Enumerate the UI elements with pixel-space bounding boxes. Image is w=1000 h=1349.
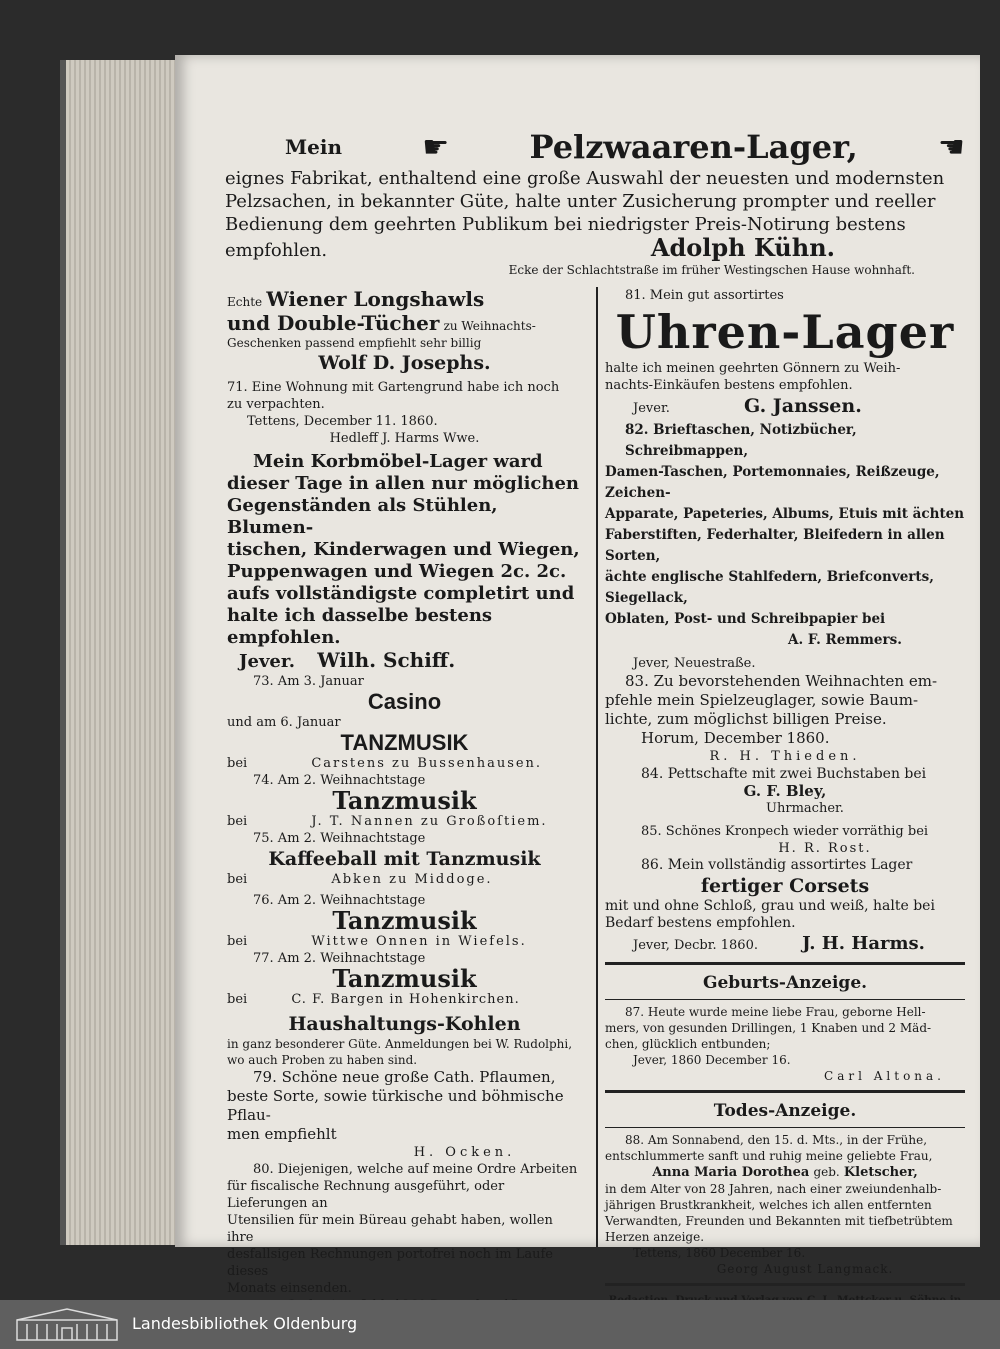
longshawls-signer: Wolf D. Josephs. xyxy=(318,352,491,374)
korb-line: halte ich dasselbe bestens empfohlen. xyxy=(227,605,493,648)
section-rule xyxy=(605,1090,965,1093)
ad88-text: Tettens, 1860 December 16. xyxy=(633,1246,806,1260)
ad82-place: Jever, Neuestraße. xyxy=(633,656,756,671)
ad84-role: Uhrmacher. xyxy=(766,801,844,816)
ad79-text: 79. Schöne neue große Cath. Pflaumen, xyxy=(253,1068,556,1086)
ad87-text: Jever, 1860 December 16. xyxy=(633,1053,791,1067)
ad80-text: Monats einsenden. xyxy=(227,1281,352,1296)
ad86-signer: J. H. Harms. xyxy=(802,933,925,954)
ad82-block xyxy=(605,420,965,651)
ad88-name: Anna Maria Dorothea xyxy=(652,1165,810,1180)
pelz-line: eignes Fabrikat, enthaltend eine große Auswahl der neuesten und modernsten xyxy=(225,168,945,189)
ad82-text: Damen-Taschen, Portemonnaies, Reißzeuge, Zeichen- xyxy=(605,464,940,501)
kaffeeball-title: Kaffeeball mit Tanzmusik xyxy=(268,848,541,870)
ad86-text: 86. Mein vollständig assortirtes Lager xyxy=(641,857,913,873)
ad83-text: pfehle mein Spielzeuglager, sowie Baum- xyxy=(605,691,919,709)
ad75-host: Abken zu Middoge. xyxy=(331,872,493,887)
ad85-text: 85. Schönes Kronpech wieder vorräthig bei xyxy=(641,824,929,839)
korb-place: Jever. xyxy=(239,651,295,672)
ad81-place: Jever. xyxy=(633,401,670,416)
kohlen-text: wo auch Proben zu haben sind. xyxy=(227,1053,418,1067)
ad79-text: beste Sorte, sowie türkische und böhmische Pflau- xyxy=(227,1087,564,1124)
bei-label: bei xyxy=(227,872,248,887)
ad86-text: Jever, Decbr. 1860. xyxy=(633,938,758,953)
ad88-text: jährigen Brustkrankheit, welches ich allen entfernten xyxy=(605,1198,932,1212)
ad81-text: halte ich meinen geehrten Gönnern zu Weih- xyxy=(605,361,901,376)
section-rule xyxy=(605,1127,965,1128)
ad74-host: J. T. Nannen zu Großoſtiem. xyxy=(311,814,548,829)
section-rule xyxy=(605,962,965,965)
korb-line: tischen, Kinderwagen und Wiegen, xyxy=(227,539,580,560)
ad86-text: mit und ohne Schloß, grau und weiß, halte bei xyxy=(605,898,935,914)
ad82-signer: A. F. Remmers. xyxy=(788,632,902,648)
korb-line: Puppenwagen und Wiegen 2c. 2c. xyxy=(227,561,567,582)
column-divider xyxy=(596,287,598,1247)
ad83-text: Horum, December 1860. xyxy=(641,729,830,747)
ad80-text: für fiscalische Rechnung ausgeführt, oder Lieferungen an xyxy=(227,1179,505,1211)
tanzmusik-title: Tanzmusik xyxy=(332,964,477,993)
ad82-text: ächte englische Stahlfedern, Briefconverts, Siegellack, xyxy=(605,569,934,606)
pelz-address: Ecke der Schlachtstraße im früher Westingschen Hause wohnhaft. xyxy=(508,263,915,277)
uhren-lager-title: Uhren-Lager xyxy=(615,305,955,359)
pelz-signer: Adolph Kühn. xyxy=(650,233,835,262)
viewer-footer xyxy=(0,1300,1000,1349)
ad77-text: 77. Am 2. Weihnachtstage xyxy=(253,951,426,966)
ad88-text: in dem Alter von 28 Jahren, nach einer zweiundenhalb- xyxy=(605,1182,942,1196)
ad88-text: Herzen anzeige. xyxy=(605,1230,705,1244)
death-title: Todes-Anzeige. xyxy=(713,1101,857,1121)
newspaper-page xyxy=(175,55,980,1296)
bei-label: bei xyxy=(227,756,248,771)
casino-title: Casino xyxy=(367,689,442,714)
ad74-text: 74. Am 2. Weihnachtstage xyxy=(253,773,426,788)
bei-label: bei xyxy=(227,992,248,1007)
book-page-edges xyxy=(60,60,186,1245)
ad71-text: 71. Eine Wohnung mit Gartengrund habe ich noch xyxy=(227,380,560,395)
left-column xyxy=(227,287,582,1348)
ad77-host: C. F. Bargen in Hohenkirchen. xyxy=(291,992,520,1007)
ad84-text: 84. Pettschafte mit zwei Buchstaben bei xyxy=(641,766,927,782)
right-column xyxy=(605,287,965,1324)
ad80-text: 80. Diejenigen, welche auf meine Ordre Arbeiten xyxy=(253,1162,578,1177)
ad81-signer: G. Janssen. xyxy=(744,395,862,417)
ad73-text: 73. Am 3. Januar xyxy=(253,674,364,689)
pointing-hand-icon: ☛ xyxy=(938,129,965,165)
double-tuecher-title: und Double-Tücher xyxy=(227,311,440,335)
ad83-signer: R. H. Thieden. xyxy=(709,749,861,764)
ad80-text: Utensilien für mein Büreau gehabt haben, wollen ihre xyxy=(227,1213,553,1245)
korbmoebel-ad xyxy=(227,451,582,673)
ad71-text: Tettens, December 11. 1860. xyxy=(247,414,438,429)
longshawls-text: Geschenken passend empfiehlt sehr billig xyxy=(227,336,482,350)
ad82-text: Faberstiften, Federhalter, Bleifedern in allen Sorten, xyxy=(605,527,945,564)
section-rule xyxy=(605,1283,965,1286)
tanzmusik-title: TANZMUSIK xyxy=(340,730,469,755)
ad85-signer: H. R. Rost. xyxy=(778,841,872,856)
bei-label: bei xyxy=(227,934,248,949)
ad88-text: 88. Am Sonnabend, den 15. d. Mts., in der Frühe, xyxy=(625,1133,928,1147)
ad83-text: 83. Zu bevorstehenden Weihnachten em- xyxy=(625,672,938,690)
tanzmusik-title: Tanzmusik xyxy=(332,906,477,935)
pelzwaaren-ad xyxy=(225,127,965,278)
ad71-text: zu verpachten. xyxy=(227,397,325,412)
ad79-signer: H. Ocken. xyxy=(413,1145,516,1160)
tanzmusik-title: Tanzmusik xyxy=(332,786,477,815)
korb-line: aufs vollständigste completirt und xyxy=(227,583,575,604)
ad81-text: nachts-Einkäufen bestens empfohlen. xyxy=(605,378,853,393)
corsets-title: fertiger Corsets xyxy=(700,875,870,897)
ad88-text: Verwandten, Freunden und Bekannten mit tiefbetrübtem xyxy=(605,1214,953,1228)
mein-label: Mein xyxy=(285,135,343,159)
ad80-text: desfallsigen Rechnungen portofrei noch im Laufe dieses xyxy=(227,1247,553,1279)
korb-signer: Wilh. Schiff. xyxy=(317,648,456,672)
pointing-hand-icon: ☛ xyxy=(422,129,450,165)
ad88-signer: Georg August Langmack. xyxy=(716,1262,894,1276)
pelz-line: Pelzsachen, in bekannter Güte, halte unter Zusicherung prompter und reeller xyxy=(225,191,936,212)
bei-label: bei xyxy=(227,814,248,829)
ad86-text: Bedarf bestens empfohlen. xyxy=(605,915,796,931)
longshawls-echte: Echte xyxy=(227,295,263,309)
library-building-icon xyxy=(12,1306,122,1342)
pelzwaaren-title: Pelzwaaren-Lager, xyxy=(529,128,858,166)
korb-line: Gegenständen als Stühlen, Blumen- xyxy=(227,495,498,538)
birth-title: Geburts-Anzeige. xyxy=(702,973,868,993)
korb-line: Mein Korbmöbel-Lager ward xyxy=(253,451,543,472)
ad82-text: Oblaten, Post- und Schreibpapier bei xyxy=(605,611,886,627)
ad87-text: mers, von gesunden Drillingen, 1 Knaben und 2 Mäd- xyxy=(605,1021,932,1035)
ad88-name: Kletscher, xyxy=(843,1165,918,1180)
ad73-host: Carstens zu Bussenhausen. xyxy=(311,756,543,771)
ad76-host: Wittwe Onnen in Wiefels. xyxy=(311,934,527,949)
ad75-text: 75. Am 2. Weihnachtstage xyxy=(253,831,426,846)
longshawls-title: Wiener Longshawls xyxy=(266,287,485,311)
longshawls-text: zu Weihnachts- xyxy=(443,319,536,333)
pelz-line: empfohlen. xyxy=(225,240,328,261)
ad88-text: entschlummerte sanft und ruhig meine geliebte Frau, xyxy=(605,1149,933,1163)
ad82-text: Apparate, Papeteries, Albums, Etuis mit ächten xyxy=(605,506,965,522)
ad88-geb: geb. xyxy=(813,1165,840,1179)
pelz-line: Bedienung dem geehrten Publikum bei niedrigster Preis-Notirung bestens xyxy=(225,214,906,235)
library-name[interactable]: Landesbibliothek Oldenburg xyxy=(132,1314,358,1333)
ad84-signer: G. F. Bley, xyxy=(743,782,827,800)
section-rule xyxy=(605,999,965,1000)
ad81-text: 81. Mein gut assortirtes xyxy=(625,288,784,303)
ad87-text: 87. Heute wurde meine liebe Frau, geborne Hell- xyxy=(625,1005,926,1019)
korb-line: dieser Tage in allen nur möglichen xyxy=(227,473,580,494)
kohlen-title: Haushaltungs-Kohlen xyxy=(288,1013,521,1035)
ad79-text: men empfiehlt xyxy=(227,1125,337,1143)
ad82-text: 82. Brieftaschen, Notizbücher, Schreibmappen, xyxy=(625,422,857,459)
ad71-signer: Hedleff J. Harms Wwe. xyxy=(329,431,480,446)
ad76-text: 76. Am 2. Weihnachtstage xyxy=(253,893,426,908)
ad73-text: und am 6. Januar xyxy=(227,715,341,730)
ad87-signer: Carl Altona. xyxy=(824,1069,945,1083)
kohlen-text: in ganz besonderer Güte. Anmeldungen bei W. Rudolphi, xyxy=(227,1037,573,1051)
ad87-text: chen, glücklich entbunden; xyxy=(605,1037,771,1051)
ad83-text: lichte, zum möglichst billigen Preise. xyxy=(605,710,887,728)
